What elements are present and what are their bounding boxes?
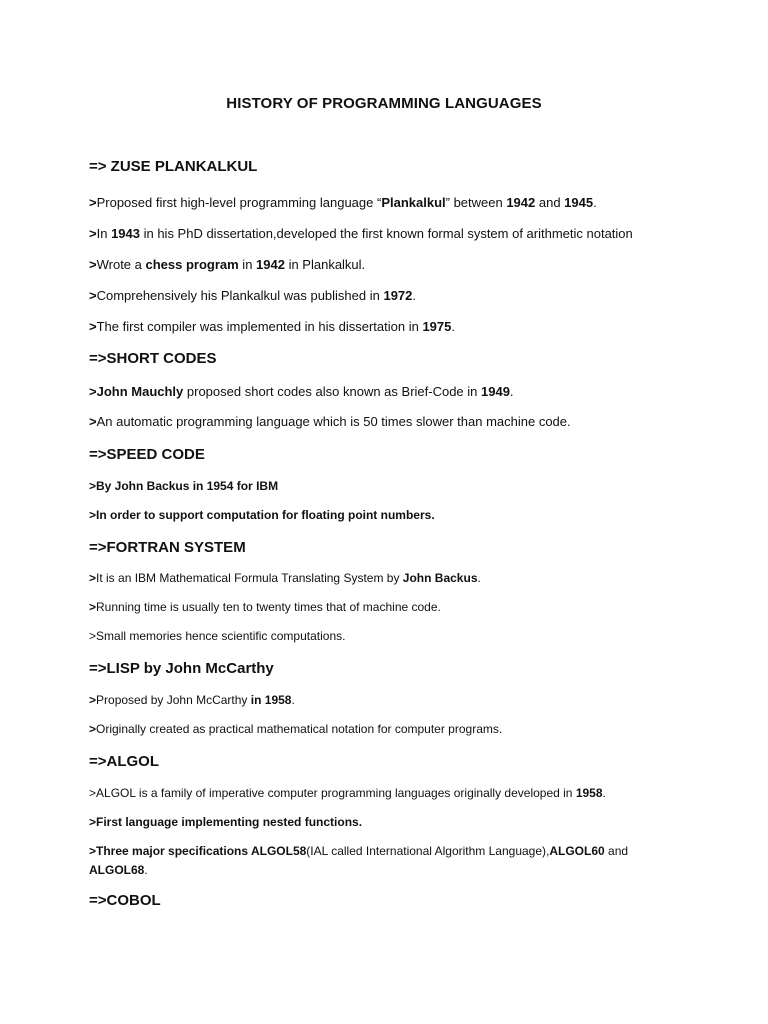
bold-text-run: > bbox=[89, 226, 97, 241]
bold-text-run: ALGOL60 bbox=[549, 844, 605, 858]
text-run: . bbox=[144, 863, 148, 877]
heading-zuse-plankalkul: => ZUSE PLANKALKUL bbox=[89, 158, 258, 175]
bold-text-run: >By John Backus in 1954 for IBM bbox=[89, 479, 279, 493]
text-run: . bbox=[291, 693, 295, 707]
text-run: Comprehensively his Plankalkul was published in bbox=[96, 288, 384, 303]
bold-text-run: > bbox=[89, 288, 97, 303]
text-run: and bbox=[535, 195, 565, 210]
bold-text-run: >John Mauchly bbox=[89, 384, 184, 399]
bullet-item bbox=[89, 288, 416, 303]
text-run: ALGOL is a family of imperative computer programming languages originally developed in bbox=[96, 786, 576, 800]
bold-text-run: > bbox=[89, 195, 97, 210]
bullet-item bbox=[89, 226, 633, 241]
bold-text-run: ALGOL68 bbox=[89, 863, 145, 877]
bold-text-run: >First language implementing nested functions. bbox=[89, 815, 363, 829]
bullet-item bbox=[89, 600, 441, 614]
text-run: . bbox=[451, 319, 455, 334]
bold-text-run: 1972 bbox=[383, 288, 413, 303]
heading-lisp: =>LISP by John McCarthy bbox=[89, 660, 274, 677]
text-run: In bbox=[96, 226, 112, 241]
bullet-item bbox=[89, 571, 481, 585]
text-run: Proposed by John McCarthy bbox=[96, 693, 251, 707]
text-run: in Plankalkul. bbox=[284, 257, 366, 272]
text-run: . bbox=[412, 288, 417, 303]
bold-text-run: > bbox=[89, 600, 97, 614]
bullet-item bbox=[89, 414, 571, 429]
heading-fortran-system: =>FORTRAN SYSTEM bbox=[89, 539, 246, 556]
bold-text-run: > bbox=[89, 571, 97, 585]
text-run: proposed short codes also known as Brief-Code in bbox=[183, 384, 481, 399]
text-run: . bbox=[602, 786, 606, 800]
bold-text-run: 1958 bbox=[575, 786, 603, 800]
heading-speed-code: =>SPEED CODE bbox=[89, 446, 205, 463]
text-run: Wrote a bbox=[96, 257, 146, 272]
text-run: . bbox=[477, 571, 481, 585]
bullet-item bbox=[89, 195, 597, 210]
bullet-item bbox=[89, 842, 679, 880]
bullet-item bbox=[89, 479, 278, 493]
text-run: . bbox=[593, 195, 597, 210]
bullet-item bbox=[89, 319, 455, 334]
text-run: > bbox=[89, 629, 97, 643]
bold-text-run: >In order to support computation for floating point numbers. bbox=[89, 508, 435, 522]
document-title: HISTORY OF PROGRAMMING LANGUAGES bbox=[226, 95, 542, 112]
text-run: in his PhD dissertation,developed the first known formal system of arithmetic notation bbox=[139, 226, 633, 241]
bullet-item bbox=[89, 693, 295, 707]
bold-text-run: chess program bbox=[145, 257, 239, 272]
text-run: Proposed first high-level programming language “ bbox=[96, 195, 382, 210]
heading-algol: =>ALGOL bbox=[89, 753, 160, 770]
bold-text-run: 1949 bbox=[481, 384, 510, 399]
bold-text-run: 1943 bbox=[111, 226, 140, 241]
bold-text-run: > bbox=[89, 319, 97, 334]
bold-text-run: > bbox=[89, 414, 97, 429]
bold-text-run: Plankalkul bbox=[381, 195, 446, 210]
heading-short-codes: =>SHORT CODES bbox=[89, 350, 217, 367]
text-run: Running time is usually ten to twenty times that of machine code. bbox=[96, 600, 441, 614]
bold-text-run: John Backus bbox=[402, 571, 478, 585]
bold-text-run: 1942 bbox=[256, 257, 285, 272]
text-run: . bbox=[509, 384, 514, 399]
text-run: It is an IBM Mathematical Formula Translating System by bbox=[96, 571, 403, 585]
bold-text-run: > bbox=[89, 722, 97, 736]
text-run: and bbox=[604, 844, 629, 858]
text-run: ” between bbox=[445, 195, 507, 210]
bullet-item bbox=[89, 629, 345, 643]
bold-text-run: 1942 bbox=[506, 195, 536, 210]
text-run: An automatic programming language which is 50 times slower than machine code. bbox=[96, 414, 571, 429]
bullet-item bbox=[89, 786, 606, 800]
bold-text-run: 1975 bbox=[422, 319, 452, 334]
text-run: > bbox=[89, 786, 97, 800]
text-run: The first compiler was implemented in his dissertation in bbox=[96, 319, 423, 334]
bullet-item bbox=[89, 722, 502, 736]
bold-text-run: > bbox=[89, 257, 97, 272]
bold-text-run: ALGOL58 bbox=[250, 844, 307, 858]
text-run: Originally created as practical mathematical notation for computer programs. bbox=[96, 722, 503, 736]
heading-cobol: =>COBOL bbox=[89, 892, 161, 909]
bold-text-run: >Three major specifications bbox=[89, 844, 251, 858]
bullet-item bbox=[89, 815, 362, 829]
bold-text-run: in 1958 bbox=[250, 693, 292, 707]
text-run: (IAL called International Algorithm Language), bbox=[306, 844, 550, 858]
bold-text-run: 1945 bbox=[564, 195, 594, 210]
bold-text-run: > bbox=[89, 693, 97, 707]
bullet-item bbox=[89, 257, 365, 272]
bullet-item bbox=[89, 508, 435, 522]
text-run: in bbox=[238, 257, 257, 272]
bullet-item bbox=[89, 384, 514, 399]
text-run: Small memories hence scientific computations. bbox=[96, 629, 346, 643]
